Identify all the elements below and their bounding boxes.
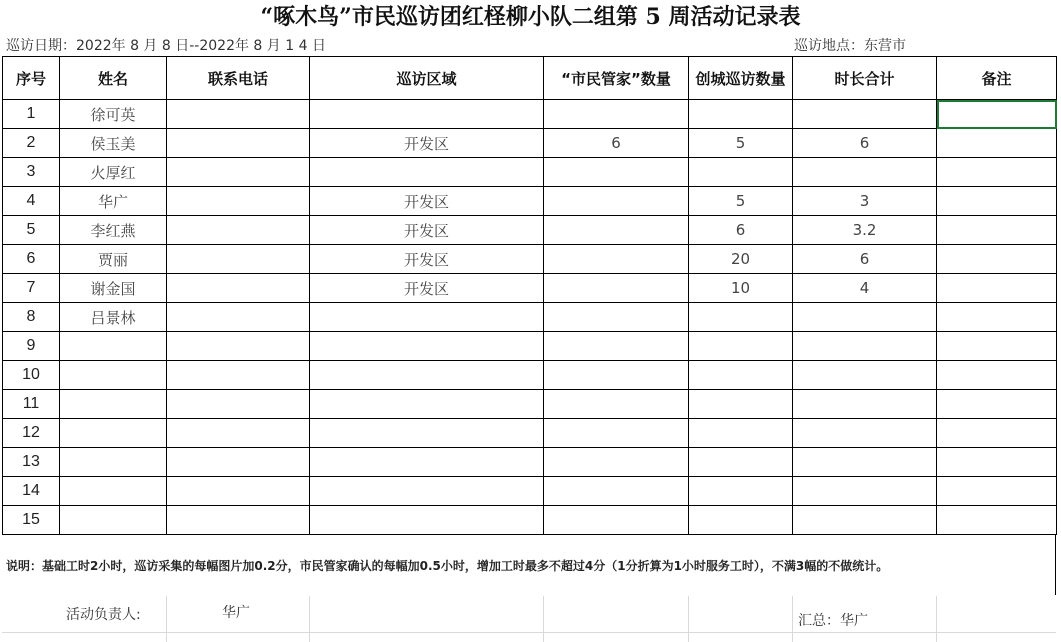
cell-seq[interactable]: 4 bbox=[3, 187, 60, 216]
header-remarks[interactable]: 备注 bbox=[937, 57, 1057, 100]
explanation-note[interactable]: 说明：基础工时2小时，巡访采集的每幅图片加0.2分，市民管家确认的每幅加0.5小时，增加工时最多不超过4分（1分折算为1小时服务工时），不满3幅的不做统计。 bbox=[6, 559, 889, 573]
cell-remarks[interactable] bbox=[937, 187, 1057, 216]
cell-seq[interactable]: 8 bbox=[3, 303, 60, 332]
cell-steward-count[interactable] bbox=[544, 303, 689, 332]
footer-gridline bbox=[543, 596, 544, 642]
cell-total-hours[interactable]: 3 bbox=[793, 187, 937, 216]
cell-steward-count[interactable] bbox=[544, 332, 689, 361]
table-row bbox=[3, 419, 1057, 448]
cell-area[interactable]: 开发区 bbox=[310, 245, 544, 274]
cell-phone[interactable] bbox=[167, 303, 310, 332]
cell-name[interactable] bbox=[60, 390, 167, 419]
cell-name[interactable]: 徐可英 bbox=[60, 100, 167, 129]
table-row bbox=[3, 303, 1057, 332]
cell-steward-count[interactable] bbox=[544, 477, 689, 506]
cell-seq[interactable]: 13 bbox=[3, 448, 60, 477]
cell-area[interactable] bbox=[310, 448, 544, 477]
cell-steward-count[interactable] bbox=[544, 448, 689, 477]
header-visit-count[interactable]: 创城巡访数量 bbox=[689, 57, 793, 100]
header-total-hours[interactable]: 时长合计 bbox=[793, 57, 937, 100]
cell-total-hours[interactable]: 3.2 bbox=[793, 216, 937, 245]
cell-phone[interactable] bbox=[167, 158, 310, 187]
cell-visit-count[interactable] bbox=[689, 100, 793, 129]
cell-area[interactable]: 开发区 bbox=[310, 187, 544, 216]
cell-visit-count[interactable] bbox=[689, 332, 793, 361]
cell-remarks[interactable] bbox=[937, 506, 1057, 535]
table-row bbox=[3, 274, 1057, 303]
table-row bbox=[3, 361, 1057, 390]
cell-visit-count[interactable] bbox=[689, 506, 793, 535]
leader-label[interactable]: 活动负责人: bbox=[66, 607, 141, 623]
activity-record-table bbox=[2, 56, 1057, 535]
cell-name[interactable] bbox=[60, 361, 167, 390]
cell-area[interactable] bbox=[310, 100, 544, 129]
table-row bbox=[3, 216, 1057, 245]
cell-steward-count[interactable] bbox=[544, 361, 689, 390]
cell-phone[interactable] bbox=[167, 245, 310, 274]
cell-phone[interactable] bbox=[167, 187, 310, 216]
cell-name[interactable] bbox=[60, 332, 167, 361]
cell-steward-count[interactable] bbox=[544, 274, 689, 303]
cell-remarks[interactable] bbox=[937, 332, 1057, 361]
cell-name[interactable] bbox=[60, 506, 167, 535]
footer-gridline bbox=[2, 632, 1056, 633]
cell-area[interactable] bbox=[310, 419, 544, 448]
cell-total-hours[interactable] bbox=[793, 361, 937, 390]
cell-phone[interactable] bbox=[167, 419, 310, 448]
table-row bbox=[3, 506, 1057, 535]
cell-seq[interactable]: 12 bbox=[3, 419, 60, 448]
cell-visit-count[interactable] bbox=[689, 158, 793, 187]
cell-area[interactable] bbox=[310, 332, 544, 361]
cell-area[interactable] bbox=[310, 361, 544, 390]
leader-name[interactable]: 华广 bbox=[222, 605, 250, 621]
cell-visit-count[interactable]: 5 bbox=[689, 187, 793, 216]
cell-steward-count[interactable] bbox=[544, 187, 689, 216]
cell-area[interactable] bbox=[310, 158, 544, 187]
cell-remarks[interactable] bbox=[937, 129, 1057, 158]
cell-visit-count[interactable]: 20 bbox=[689, 245, 793, 274]
cell-remarks[interactable] bbox=[937, 274, 1057, 303]
cell-total-hours[interactable] bbox=[793, 506, 937, 535]
cell-remarks[interactable] bbox=[937, 361, 1057, 390]
cell-remarks[interactable] bbox=[937, 303, 1057, 332]
cell-seq[interactable]: 6 bbox=[3, 245, 60, 274]
header-name[interactable]: 姓名 bbox=[60, 57, 167, 100]
cell-visit-count[interactable] bbox=[689, 477, 793, 506]
cell-steward-count[interactable] bbox=[544, 216, 689, 245]
cell-remarks[interactable] bbox=[937, 158, 1057, 187]
cell-name[interactable]: 侯玉美 bbox=[60, 129, 167, 158]
header-area[interactable]: 巡访区域 bbox=[310, 57, 544, 100]
cell-remarks[interactable] bbox=[937, 448, 1057, 477]
cell-seq[interactable]: 14 bbox=[3, 477, 60, 506]
cell-seq[interactable]: 1 bbox=[3, 100, 60, 129]
cell-area[interactable] bbox=[310, 477, 544, 506]
cell-total-hours[interactable] bbox=[793, 448, 937, 477]
sheet-title: “啄木鸟”市民巡访团红柽柳小队二组第 5 周活动记录表 bbox=[260, 4, 801, 30]
table-row bbox=[3, 158, 1057, 187]
cell-total-hours[interactable]: 4 bbox=[793, 274, 937, 303]
cell-steward-count[interactable] bbox=[544, 390, 689, 419]
cell-name[interactable]: 华广 bbox=[60, 187, 167, 216]
cell-phone[interactable] bbox=[167, 129, 310, 158]
header-steward-count[interactable]: “市民管家”数量 bbox=[544, 57, 689, 100]
cell-area[interactable] bbox=[310, 303, 544, 332]
header-phone[interactable]: 联系电话 bbox=[167, 57, 310, 100]
cell-steward-count[interactable]: 6 bbox=[544, 129, 689, 158]
cell-remarks[interactable] bbox=[937, 100, 1057, 129]
cell-name[interactable] bbox=[60, 419, 167, 448]
cell-phone[interactable] bbox=[167, 332, 310, 361]
cell-steward-count[interactable] bbox=[544, 506, 689, 535]
visit-location[interactable]: 巡访地点：东营市 bbox=[794, 38, 906, 54]
header-seq[interactable]: 序号 bbox=[3, 57, 60, 100]
cell-visit-count[interactable]: 5 bbox=[689, 129, 793, 158]
cell-visit-count[interactable]: 6 bbox=[689, 216, 793, 245]
cell-seq[interactable]: 15 bbox=[3, 506, 60, 535]
cell-area[interactable]: 开发区 bbox=[310, 129, 544, 158]
cell-area[interactable] bbox=[310, 390, 544, 419]
cell-total-hours[interactable] bbox=[793, 419, 937, 448]
cell-remarks[interactable] bbox=[937, 477, 1057, 506]
cell-name[interactable]: 贾丽 bbox=[60, 245, 167, 274]
cell-steward-count[interactable] bbox=[544, 419, 689, 448]
cell-name[interactable]: 谢金国 bbox=[60, 274, 167, 303]
cell-total-hours[interactable] bbox=[793, 332, 937, 361]
table-row bbox=[3, 332, 1057, 361]
summary-text[interactable]: 汇总：华广 bbox=[798, 613, 868, 629]
footer-gridline bbox=[166, 596, 167, 642]
cell-seq[interactable]: 11 bbox=[3, 390, 60, 419]
cell-visit-count[interactable]: 10 bbox=[689, 274, 793, 303]
cell-total-hours[interactable] bbox=[793, 158, 937, 187]
cell-total-hours[interactable] bbox=[793, 477, 937, 506]
cell-phone[interactable] bbox=[167, 274, 310, 303]
cell-visit-count[interactable] bbox=[689, 419, 793, 448]
cell-phone[interactable] bbox=[167, 506, 310, 535]
cell-visit-count[interactable] bbox=[689, 303, 793, 332]
cell-seq[interactable]: 9 bbox=[3, 332, 60, 361]
cell-area[interactable]: 开发区 bbox=[310, 216, 544, 245]
cell-steward-count[interactable] bbox=[544, 100, 689, 129]
cell-total-hours[interactable] bbox=[793, 303, 937, 332]
table-row bbox=[3, 245, 1057, 274]
cell-seq[interactable]: 7 bbox=[3, 274, 60, 303]
cell-phone[interactable] bbox=[167, 448, 310, 477]
cell-area[interactable] bbox=[310, 506, 544, 535]
cell-area[interactable]: 开发区 bbox=[310, 274, 544, 303]
cell-remarks[interactable] bbox=[937, 419, 1057, 448]
cell-phone[interactable] bbox=[167, 477, 310, 506]
footer-gridline bbox=[936, 596, 937, 642]
cell-total-hours[interactable]: 6 bbox=[793, 129, 937, 158]
cell-remarks[interactable] bbox=[937, 216, 1057, 245]
cell-name[interactable] bbox=[60, 448, 167, 477]
cell-seq[interactable]: 2 bbox=[3, 129, 60, 158]
cell-remarks[interactable] bbox=[937, 245, 1057, 274]
cell-name[interactable] bbox=[60, 477, 167, 506]
visit-date-range[interactable]: 巡访日期：2022年 8 月 8 日--2022年 8 月 1 4 日 bbox=[6, 38, 326, 54]
cell-remarks[interactable] bbox=[937, 390, 1057, 419]
cell-phone[interactable] bbox=[167, 390, 310, 419]
table-header-row bbox=[3, 57, 1057, 100]
table-row bbox=[3, 448, 1057, 477]
cell-seq[interactable]: 10 bbox=[3, 361, 60, 390]
cell-name[interactable]: 李红燕 bbox=[60, 216, 167, 245]
cell-seq[interactable]: 3 bbox=[3, 158, 60, 187]
cell-total-hours[interactable] bbox=[793, 100, 937, 129]
cell-steward-count[interactable] bbox=[544, 158, 689, 187]
cell-phone[interactable] bbox=[167, 361, 310, 390]
cell-steward-count[interactable] bbox=[544, 245, 689, 274]
cell-phone[interactable] bbox=[167, 216, 310, 245]
cell-total-hours[interactable]: 6 bbox=[793, 245, 937, 274]
cell-phone[interactable] bbox=[167, 100, 310, 129]
cell-visit-count[interactable] bbox=[689, 448, 793, 477]
cell-total-hours[interactable] bbox=[793, 390, 937, 419]
table-row bbox=[3, 477, 1057, 506]
footer-gridline bbox=[688, 596, 689, 642]
footer-gridline bbox=[792, 596, 793, 642]
cell-name[interactable]: 火厚红 bbox=[60, 158, 167, 187]
table-row bbox=[3, 100, 1057, 129]
cell-name[interactable]: 吕景林 bbox=[60, 303, 167, 332]
footer-area bbox=[2, 596, 1056, 642]
table-row bbox=[3, 187, 1057, 216]
cell-visit-count[interactable] bbox=[689, 361, 793, 390]
footer-gridline bbox=[309, 596, 310, 642]
table-row bbox=[3, 129, 1057, 158]
table-row bbox=[3, 390, 1057, 419]
cell-seq[interactable]: 5 bbox=[3, 216, 60, 245]
cell-visit-count[interactable] bbox=[689, 390, 793, 419]
